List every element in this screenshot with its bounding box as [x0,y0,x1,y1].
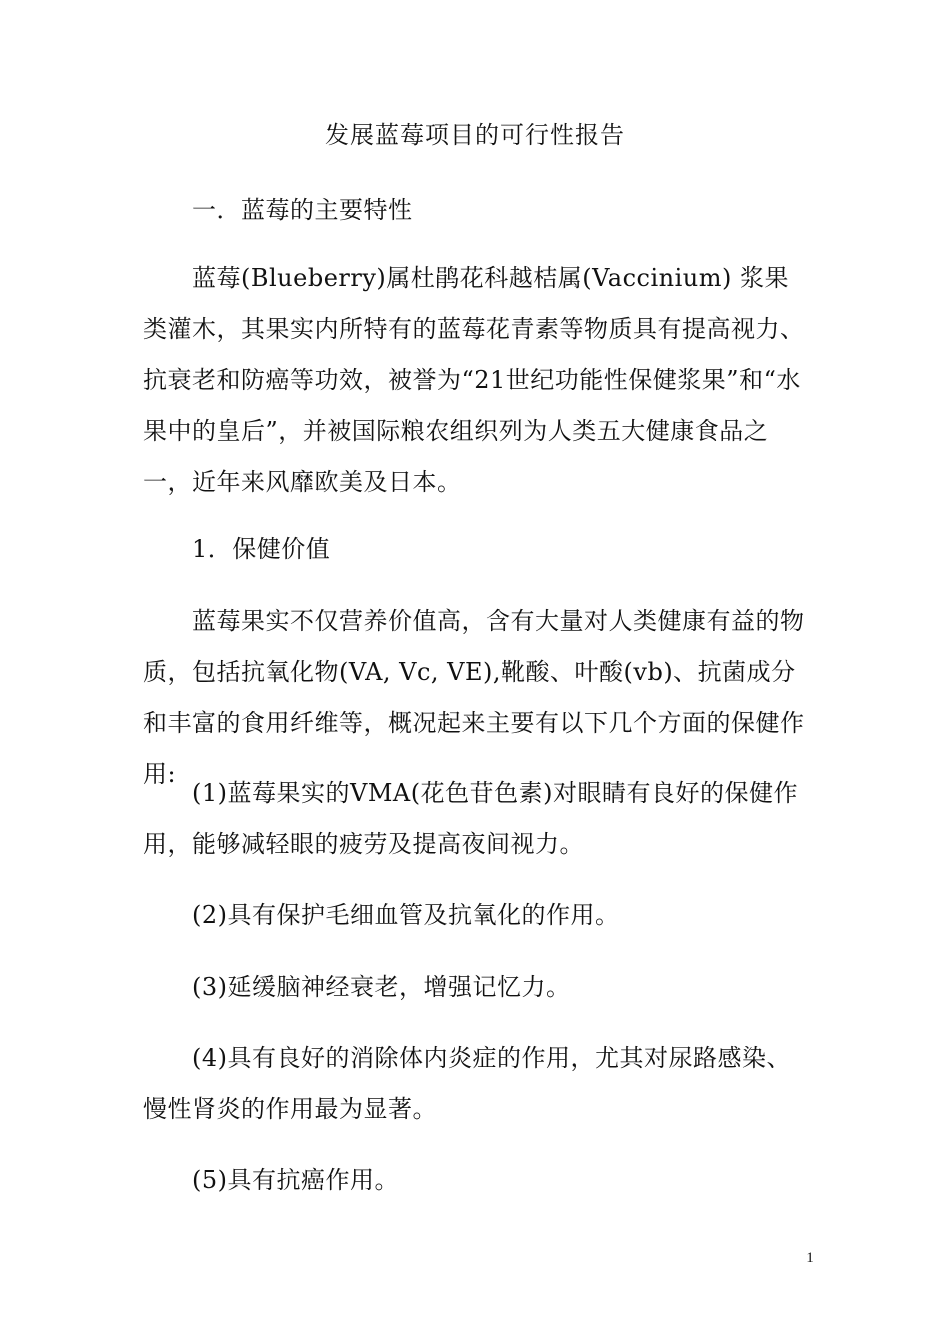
document-title: 发展蓝莓项目的可行性报告 [325,121,625,149]
intro-paragraph: 蓝莓(Blueberry)属杜鹃花科越桔属(Vaccinium) 浆果类灌木，其果实内所特有的蓝莓花青素等物质具有提高视力、抗衰老和防癌等功效，被誉为“21世纪功能性保健浆果”和“水果中的皇后”，并被国际粮农组织列为人类五大健康食品之一，近年来风靡欧美及日本。 [143,264,805,496]
benefit-item-3: (3)延缓脑神经衰老，增强记忆力。 [192,973,571,1001]
benefit-item-4: (4)具有良好的消除体内炎症的作用，尤其对尿路感染、慢性肾炎的作用最为显著。 [143,1044,791,1123]
section-heading: 一．蓝莓的主要特性 [192,196,413,224]
health-paragraph: 蓝莓果实不仅营养价值高，含有大量对人类健康有益的物质，包括抗氧化物(VA, Vc, VE),靴酸、叶酸(vb)、抗菌成分和丰富的食用纤维等，概况起来主要有以下几个方面的保健作用: [143,607,805,788]
page-number: 1 [806,1250,814,1266]
subsection-heading: 1．保健价值 [192,535,331,563]
benefit-item-5: (5)具有抗癌作用。 [192,1166,399,1194]
benefit-item-1: (1)蓝莓果实的VMA(花色苷色素)对眼睛有良好的保健作用，能够减轻眼的疲劳及提高夜间视力。 [143,779,798,858]
benefit-item-2: (2)具有保护毛细血管及抗氧化的作用。 [192,901,620,929]
